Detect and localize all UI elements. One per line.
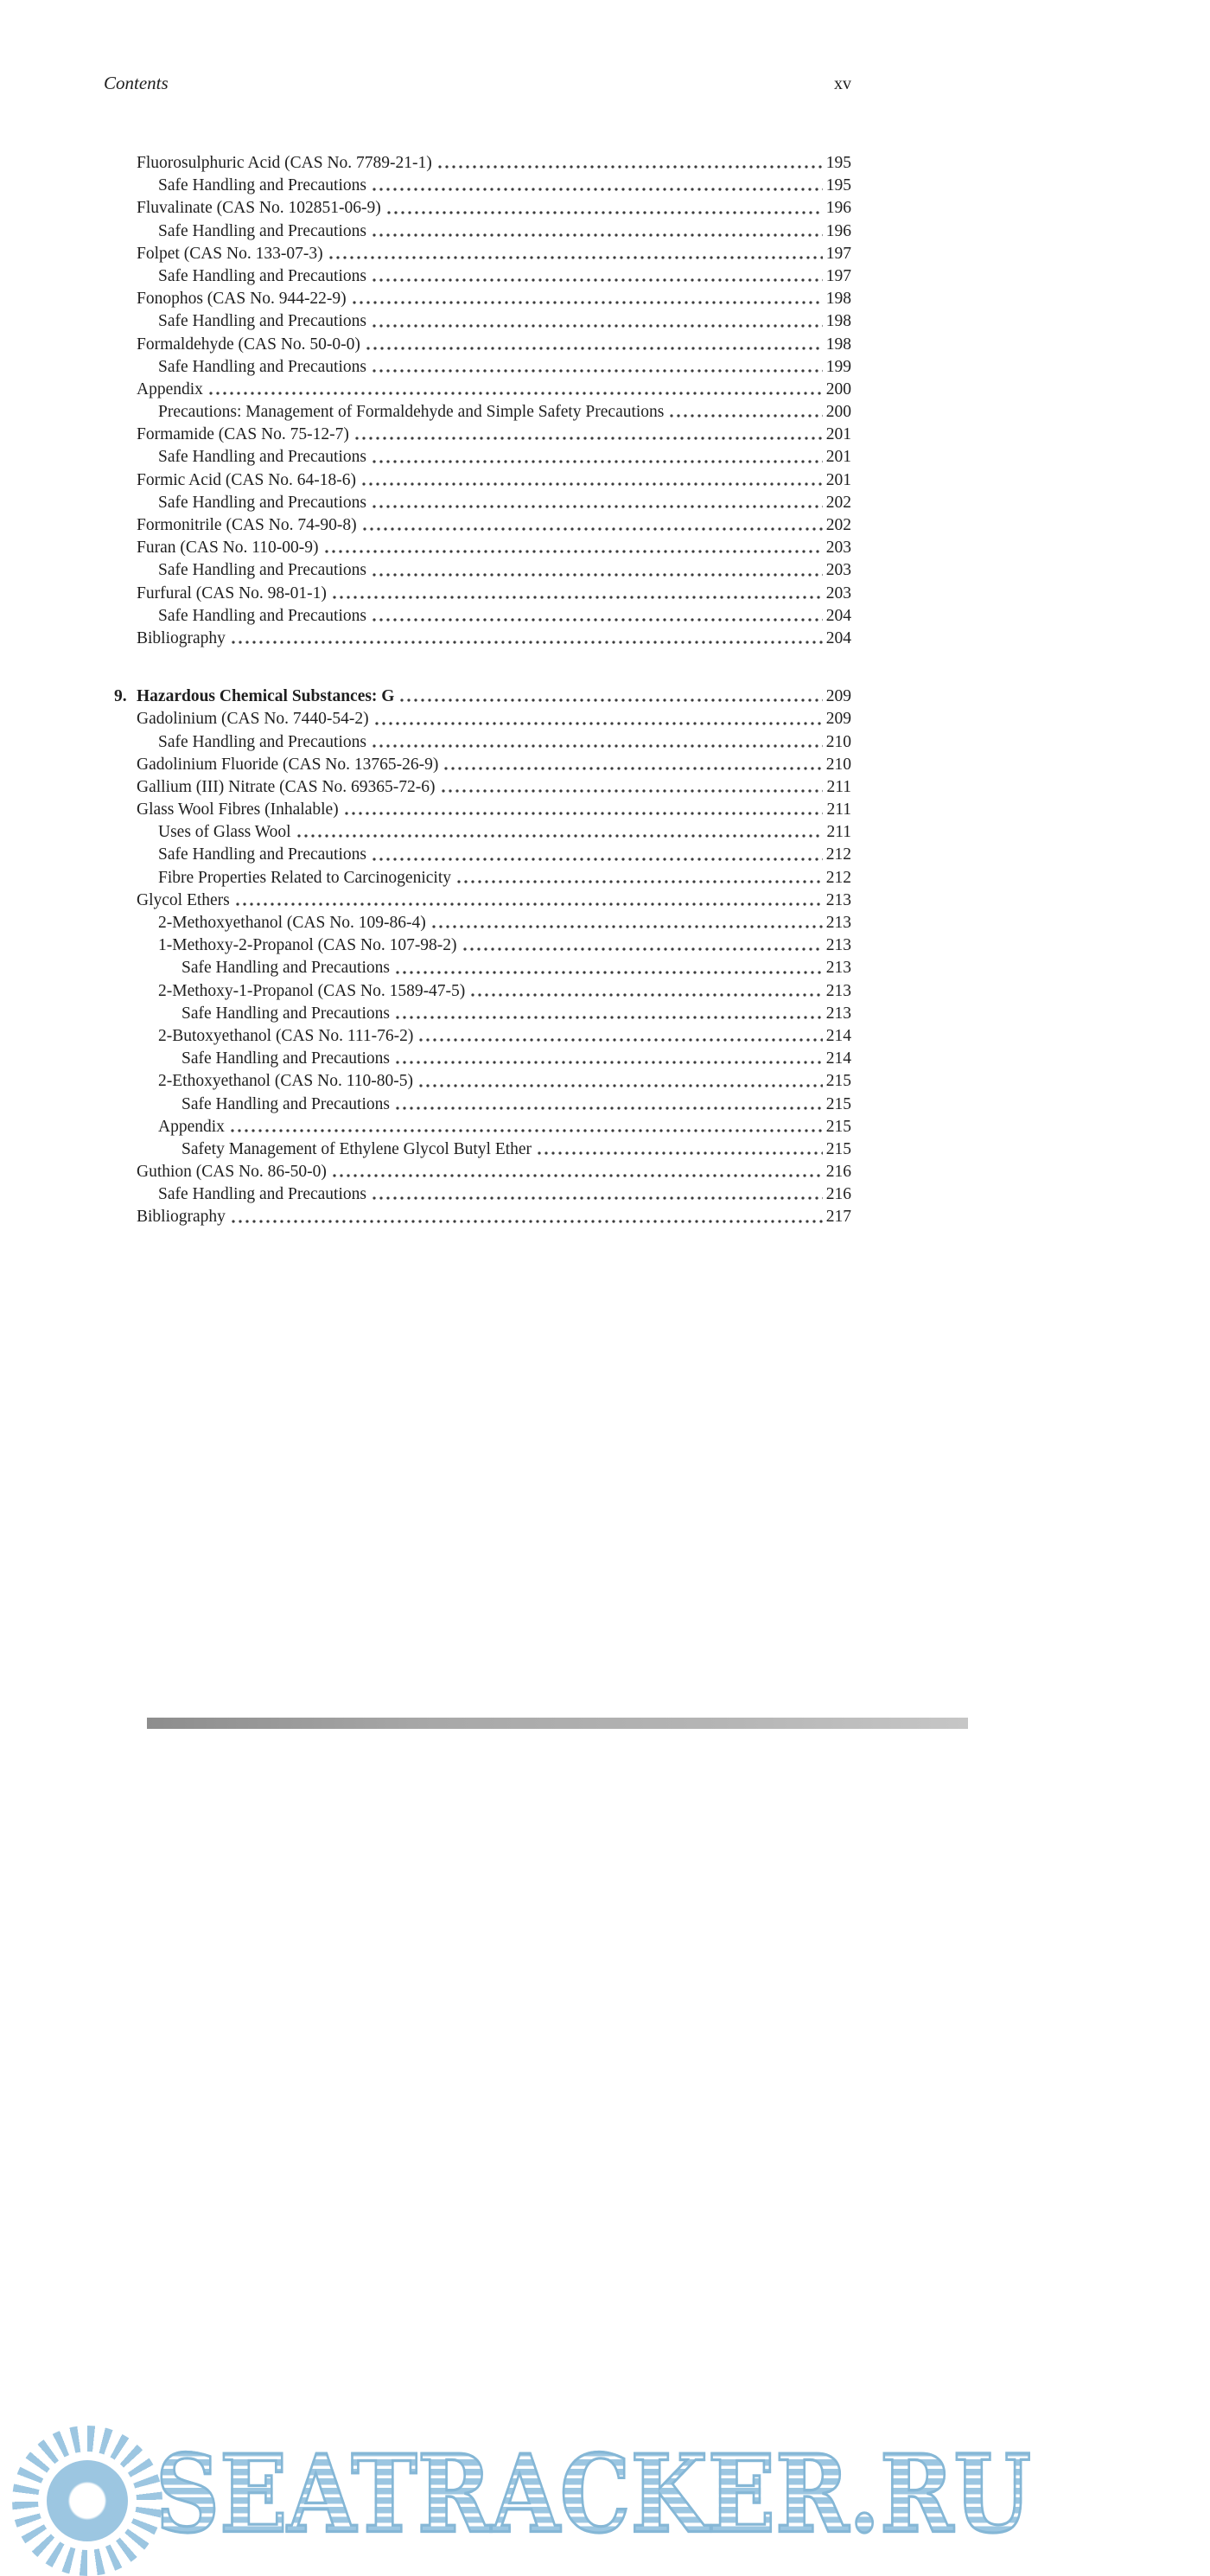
dot-leader	[371, 175, 823, 197]
toc-entry-page: 211	[826, 823, 851, 842]
toc-entry-page: 214	[825, 1049, 851, 1068]
toc-entry-page: 216	[825, 1185, 851, 1204]
toc-entry-text: Safe Handling and Precautions	[182, 1004, 390, 1023]
watermark-text: SEATRACKER.RU	[156, 2431, 1031, 2557]
toc-entry-text: Safe Handling and Precautions	[158, 732, 366, 751]
scan-artifact-bar	[147, 1718, 968, 1729]
toc-entry-text: Safe Handling and Precautions	[182, 1049, 390, 1068]
toc-entry	[158, 356, 851, 379]
toc-entry-text: Formaldehyde (CAS No. 50-0-0)	[137, 335, 360, 354]
toc-entry	[114, 685, 851, 708]
toc-entry-text: Bibliography	[137, 628, 226, 647]
dot-leader	[331, 1161, 823, 1183]
toc-entry-page: 197	[825, 244, 851, 263]
toc-entry	[137, 152, 851, 175]
toc-entry-text: Gadolinium Fluoride (CAS No. 13765-26-9)	[137, 755, 439, 774]
toc-entry-page: 213	[825, 959, 851, 978]
toc-entry	[137, 379, 851, 401]
toc-entry	[158, 492, 851, 514]
dot-leader	[455, 867, 823, 889]
dot-leader	[462, 934, 823, 957]
toc-entry-text: Safe Handling and Precautions	[158, 357, 366, 376]
toc-entry-page: 199	[825, 357, 851, 376]
toc-entry	[137, 583, 851, 605]
toc-entry	[158, 605, 851, 628]
toc-entry-text: Glycol Ethers	[137, 890, 230, 909]
toc-entry-text: Safe Handling and Precautions	[158, 606, 366, 625]
toc-entry	[158, 401, 851, 424]
dot-leader	[371, 731, 823, 754]
toc-entry-text: Guthion (CAS No. 86-50-0)	[137, 1163, 327, 1182]
toc-entry-text: Safe Handling and Precautions	[158, 1185, 366, 1204]
dot-leader	[394, 1003, 823, 1025]
toc-entry-page: 212	[825, 845, 851, 864]
toc-entry	[137, 708, 851, 730]
toc-entry-page: 213	[825, 1004, 851, 1023]
dot-leader	[371, 310, 823, 333]
section-number: 9.	[114, 687, 127, 706]
dot-leader	[430, 912, 823, 934]
toc-entry-page: 196	[825, 221, 851, 240]
dot-leader	[360, 469, 823, 492]
dot-leader	[229, 1116, 823, 1138]
dot-leader	[296, 821, 824, 844]
toc-entry-page: 213	[825, 981, 851, 1000]
toc-entry	[182, 1138, 851, 1161]
dot-leader	[371, 265, 823, 288]
toc-entry-page: 215	[825, 1094, 851, 1113]
toc-entry-text: Appendix	[158, 1117, 225, 1136]
toc-entry	[137, 537, 851, 559]
dot-leader	[230, 1206, 823, 1228]
toc-entry-page: 203	[825, 583, 851, 603]
toc-entry-text: Fluorosulphuric Acid (CAS No. 7789-21-1)	[137, 154, 432, 172]
toc-entry	[137, 776, 851, 799]
dot-leader	[371, 446, 823, 469]
watermark	[0, 1208, 1210, 2557]
toc-entry-text: Safety Management of Ethylene Glycol Butyl Ether	[182, 1139, 532, 1158]
toc-entry-text: 2-Methoxyethanol (CAS No. 109-86-4)	[158, 914, 426, 932]
toc-entry	[137, 288, 851, 310]
dot-leader	[230, 628, 823, 650]
toc-entry-text: 1-Methoxy-2-Propanol (CAS No. 107-98-2)	[158, 936, 457, 955]
toc-entry-text: Safe Handling and Precautions	[158, 266, 366, 285]
dot-leader	[394, 957, 823, 979]
dot-leader	[440, 776, 824, 799]
dot-leader	[371, 844, 823, 866]
dot-leader	[371, 220, 823, 243]
toc-entry-page: 198	[825, 312, 851, 331]
toc-entry	[137, 334, 851, 356]
toc-entry-page: 204	[825, 628, 851, 647]
toc-entry-page: 201	[825, 470, 851, 489]
toc-entry-page: 195	[825, 176, 851, 195]
toc-entry-text: Safe Handling and Precautions	[158, 561, 366, 580]
dot-leader	[331, 583, 823, 605]
toc-entry-text: Fonophos (CAS No. 944-22-9)	[137, 290, 347, 309]
toc-entry-text: Safe Handling and Precautions	[158, 221, 366, 240]
dot-leader	[371, 356, 823, 379]
dot-leader	[351, 288, 823, 310]
toc-entry	[158, 731, 851, 754]
toc-entry	[137, 243, 851, 265]
toc-entry-text: Furfural (CAS No. 98-01-1)	[137, 583, 327, 603]
toc-entry	[158, 1183, 851, 1206]
toc-entry-text: 2-Methoxy-1-Propanol (CAS No. 1589-47-5)	[158, 981, 466, 1000]
toc-entry-page: 213	[825, 890, 851, 909]
dot-leader	[234, 889, 823, 912]
toc-entry-text: Safe Handling and Precautions	[158, 448, 366, 467]
toc-entry-page: 211	[826, 777, 851, 796]
dot-leader	[394, 1094, 823, 1116]
toc-entry-page: 201	[825, 448, 851, 467]
toc-entry-text: Bibliography	[137, 1208, 226, 1227]
page-header	[104, 73, 851, 94]
toc-entry-page: 215	[825, 1072, 851, 1091]
dot-leader	[371, 492, 823, 514]
toc-entry-page: 202	[825, 516, 851, 534]
toc-entry-text: Gallium (III) Nitrate (CAS No. 69365-72-6)	[137, 777, 436, 796]
toc-entry	[158, 867, 851, 889]
toc-entry-text: Safe Handling and Precautions	[158, 845, 366, 864]
toc-entry-text: Fibre Properties Related to Carcinogenicity	[158, 868, 451, 887]
dot-leader	[361, 514, 823, 537]
toc-entry	[158, 912, 851, 934]
sun-logo-icon	[12, 2426, 162, 2576]
toc-entry-page: 217	[825, 1208, 851, 1227]
toc-entry	[137, 514, 851, 537]
toc-entry	[182, 1094, 851, 1116]
toc-entry	[182, 1048, 851, 1070]
toc-entry	[137, 1206, 851, 1228]
toc-entry-page: 211	[826, 800, 851, 819]
toc-entry-page: 195	[825, 154, 851, 172]
dot-leader	[343, 799, 824, 821]
toc-entry-page: 210	[825, 732, 851, 751]
toc-entry-text: Appendix	[137, 379, 203, 399]
dot-leader	[323, 537, 823, 559]
toc-entry-text: Safe Handling and Precautions	[182, 1094, 390, 1113]
toc-entry-page: 203	[825, 561, 851, 580]
toc-entry-text: Glass Wool Fibres (Inhalable)	[137, 800, 339, 819]
toc-entry	[137, 424, 851, 446]
toc-entry-page: 198	[825, 335, 851, 354]
dot-leader	[394, 1048, 823, 1070]
toc-entry	[137, 197, 851, 220]
toc-entry-page: 212	[825, 868, 851, 887]
dot-leader	[417, 1070, 823, 1093]
toc-entry	[158, 265, 851, 288]
dot-leader	[443, 754, 822, 776]
toc-entry-page: 215	[825, 1139, 851, 1158]
toc-entry-text: 2-Ethoxyethanol (CAS No. 110-80-5)	[158, 1072, 413, 1091]
toc-entry-page: 209	[825, 687, 851, 706]
toc-entry-page: 213	[825, 936, 851, 955]
toc-entry-text: Safe Handling and Precautions	[158, 176, 366, 195]
toc-entry	[158, 844, 851, 866]
toc-entry	[158, 980, 851, 1003]
toc-entry-page: 201	[825, 425, 851, 444]
dot-leader	[371, 605, 823, 628]
dot-leader	[385, 197, 823, 220]
dot-leader	[668, 401, 822, 424]
toc-entry-text: Formonitrile (CAS No. 74-90-8)	[137, 516, 357, 534]
toc-entry-page: 209	[825, 710, 851, 729]
toc-entry-text: Gadolinium (CAS No. 7440-54-2)	[137, 710, 369, 729]
toc-entry-page: 215	[825, 1117, 851, 1136]
toc-entry-page: 196	[825, 199, 851, 218]
toc-entry	[158, 175, 851, 197]
toc-entry	[137, 889, 851, 912]
dot-leader	[365, 334, 823, 356]
dot-leader	[207, 379, 823, 401]
dot-leader	[398, 685, 822, 708]
toc-entry	[137, 799, 851, 821]
toc-entry-text: Precautions: Management of Formaldehyde and Simple Safety Precautions	[158, 403, 665, 422]
toc-entry-text: Fluvalinate (CAS No. 102851-06-9)	[137, 199, 381, 218]
toc-entry	[137, 754, 851, 776]
toc-entry	[137, 628, 851, 650]
toc-entry-text: Folpet (CAS No. 133-07-3)	[137, 244, 323, 263]
toc-entry	[158, 559, 851, 582]
toc-entry-page: 197	[825, 266, 851, 285]
toc-entry-page: 200	[825, 379, 851, 399]
dot-leader	[373, 708, 823, 730]
toc-entry	[158, 220, 851, 243]
dot-leader	[417, 1025, 822, 1048]
toc-entry-page: 203	[825, 539, 851, 558]
toc-entry-page: 210	[825, 755, 851, 774]
page-number: xv	[834, 74, 851, 93]
toc-entry-page: 200	[825, 403, 851, 422]
dot-leader	[469, 980, 822, 1003]
toc-entry-text: Safe Handling and Precautions	[158, 493, 366, 512]
toc-entry-text: Uses of Glass Wool	[158, 823, 291, 842]
toc-entry	[158, 1116, 851, 1138]
toc-entry	[137, 1161, 851, 1183]
toc-entry-page: 216	[825, 1163, 851, 1182]
toc-entry-page: 198	[825, 290, 851, 309]
toc-entry	[158, 446, 851, 469]
toc-entry	[158, 1025, 851, 1048]
toc-list	[114, 152, 851, 1229]
dot-leader	[436, 152, 823, 175]
toc-entry-text: Safe Handling and Precautions	[158, 312, 366, 331]
toc-entry	[158, 934, 851, 957]
toc-entry-text: Formic Acid (CAS No. 64-18-6)	[137, 470, 357, 489]
toc-entry-text: 2-Butoxyethanol (CAS No. 111-76-2)	[158, 1026, 414, 1045]
toc-entry	[182, 1003, 851, 1025]
toc-entry-text: Furan (CAS No. 110-00-9)	[137, 539, 319, 558]
toc-entry	[158, 1070, 851, 1093]
toc-entry	[137, 469, 851, 492]
toc-entry-page: 213	[825, 914, 851, 932]
toc-entry-text: Hazardous Chemical Substances: G	[137, 687, 395, 706]
dot-leader	[353, 424, 823, 446]
toc-entry-text: Formamide (CAS No. 75-12-7)	[137, 425, 349, 444]
dot-leader	[328, 243, 823, 265]
toc-entry	[158, 310, 851, 333]
dot-leader	[371, 559, 823, 582]
toc-entry-text: Safe Handling and Precautions	[182, 959, 390, 978]
header-title: Contents	[104, 73, 169, 93]
dot-leader	[536, 1138, 823, 1161]
toc-entry-page: 204	[825, 606, 851, 625]
toc-entry-page: 214	[825, 1026, 851, 1045]
toc-entry-page: 202	[825, 493, 851, 512]
toc-entry	[158, 821, 851, 844]
dot-leader	[371, 1183, 823, 1206]
toc-entry	[182, 957, 851, 979]
